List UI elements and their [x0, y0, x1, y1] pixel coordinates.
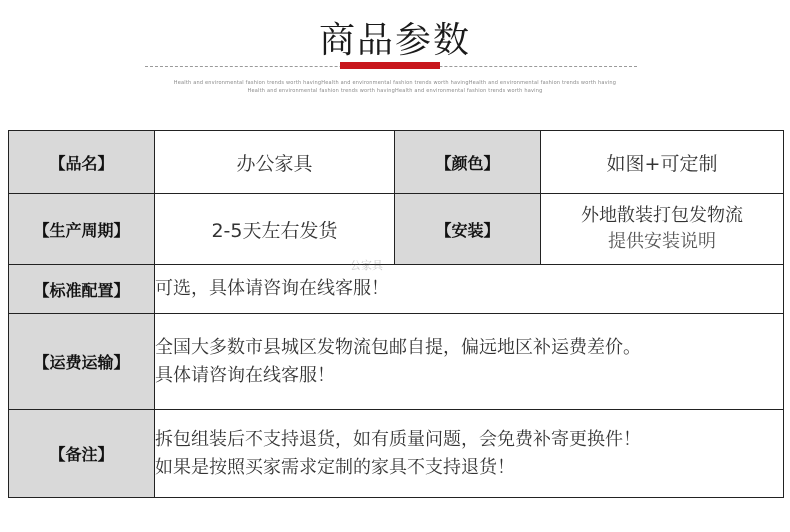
section-header: [0, 0, 790, 110]
table-row: [9, 131, 784, 194]
standard-config-label: 【标准配置】: [9, 265, 155, 314]
note-value: [155, 410, 784, 498]
production-cycle-value: 2-5天左右发货: [155, 194, 395, 265]
standard-config-value: 可选，具体请咨询在线客服！: [155, 265, 784, 314]
install-line-1: 外地散装打包发物流: [581, 205, 743, 226]
color-value: 如图+可定制: [541, 131, 784, 194]
name-label: 【品名】: [9, 131, 155, 194]
production-cycle-label: 【生产周期】: [9, 194, 155, 265]
shipping-line-2: 具体请咨询在线客服！: [155, 364, 335, 386]
install-label: 【安装】: [395, 194, 541, 265]
watermark: 公家具: [350, 259, 383, 272]
name-value: 办公家具: [155, 131, 395, 194]
note-line-2: 如果是按照买家需求定制的家具不支持退货！: [155, 456, 515, 478]
note-line-1: 拆包组装后不支持退货，如有质量问题，会免费补寄更换件！: [155, 428, 641, 450]
shipping-value: [155, 314, 784, 410]
shipping-label: 【运费运输】: [9, 314, 155, 410]
header-subtitle-line-2: Health and environmental fashion trends worth havingHealth and environmental fashion trends worth having: [247, 88, 543, 94]
table-row: [9, 314, 784, 410]
install-value: [541, 194, 784, 265]
header-subtitle-line-1: Health and environmental fashion trends worth havingHealth and environmental fashion trends worth havingHealth and environmental fashion trends worth having: [173, 80, 617, 86]
color-label: 【颜色】: [395, 131, 541, 194]
product-parameters-table: [8, 130, 784, 498]
table-row: [9, 194, 784, 265]
note-label: 【备注】: [9, 410, 155, 498]
title-accent-bar: [340, 62, 440, 69]
table-row: [9, 410, 784, 498]
install-line-2: 提供安装说明: [608, 231, 716, 252]
page-title: 商品参数: [318, 20, 471, 61]
shipping-line-1: 全国大多数市县城区发物流包邮自提，偏远地区补运费差价。: [155, 336, 641, 358]
table-row: [9, 265, 784, 314]
